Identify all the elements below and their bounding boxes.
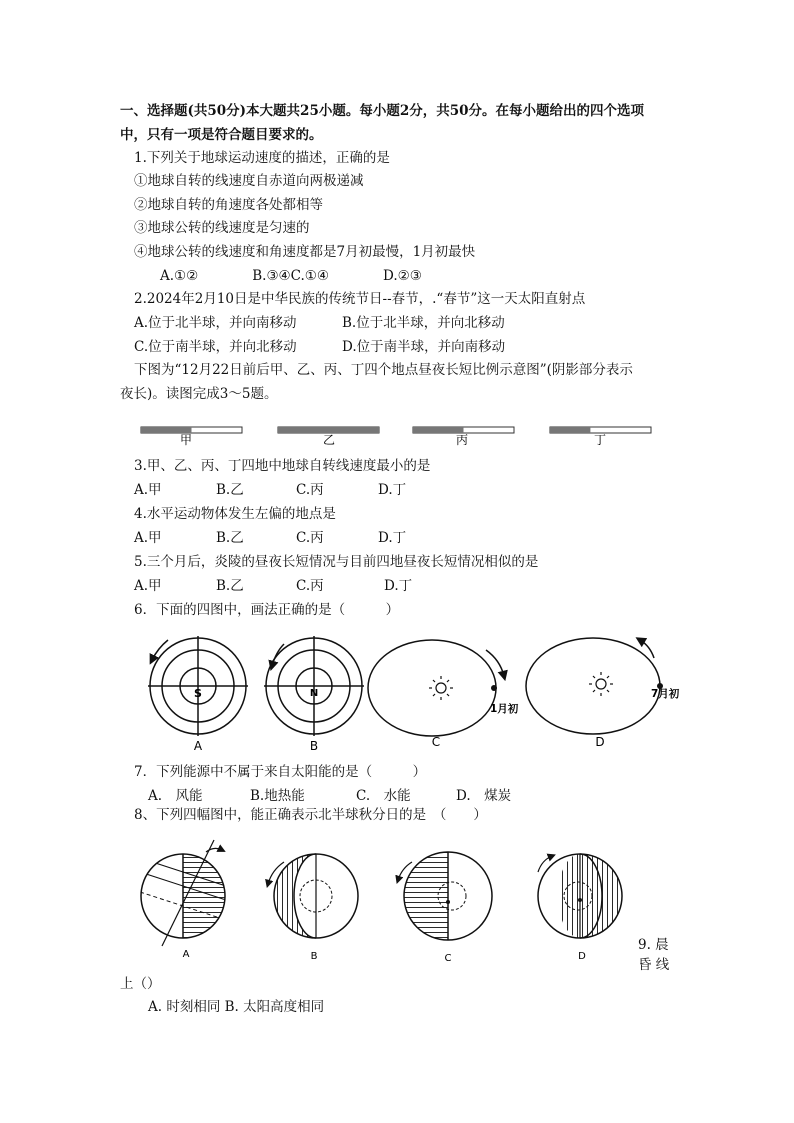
q4-option-d: D.丁 bbox=[378, 530, 407, 546]
intro-line2: 夜长)。读图完成3～5题。 bbox=[120, 386, 278, 402]
q7-option-b: B.地热能 bbox=[250, 788, 305, 804]
q9-options: A. 时刻相同 B. 太阳高度相同 bbox=[148, 999, 325, 1015]
q5-option-a: A.甲 bbox=[134, 578, 162, 594]
q1-stem: 1.下列关于地球运动速度的描述，正确的是 bbox=[134, 150, 390, 166]
q8-figure-d-label: D bbox=[578, 951, 586, 962]
q3-option-d: D.丁 bbox=[378, 482, 407, 498]
section-heading-line2: 中，只有一项是符合题目要求的。 bbox=[120, 127, 323, 143]
q5-option-d: D.丁 bbox=[384, 578, 413, 594]
q6-figure-a-label: A bbox=[193, 739, 203, 753]
q6-figure-c-label: C bbox=[431, 735, 441, 749]
q8-stem: 8、下列四幅图中，能正确表示北半球秋分日的是 （ ） bbox=[134, 807, 487, 823]
q8-figure-c-label: C bbox=[444, 953, 452, 964]
q8-figure-d bbox=[538, 854, 622, 938]
q8-figure-b-label: B bbox=[310, 951, 318, 962]
q5-option-b: B.乙 bbox=[216, 578, 244, 594]
q7-option-d: D. 煤炭 bbox=[456, 788, 512, 804]
q1-statement-3: ③地球公转的线速度是匀速的 bbox=[134, 220, 310, 236]
q6-stem: 6．下面的四图中，画法正确的是（ ） bbox=[134, 602, 400, 618]
q4-option-a: A.甲 bbox=[134, 530, 162, 546]
q7-option-c: C. 水能 bbox=[356, 788, 411, 804]
q2-option-b: B.位于北半球，并向北移动 bbox=[342, 315, 505, 331]
bar-jia-label: 甲 bbox=[179, 433, 193, 447]
q2-option-a: A.位于北半球，并向南移动 bbox=[134, 315, 297, 331]
section-heading-line1: 一、选择题(共50分)本大题共25小题。每小题2分，共50分。在每小题给出的四个选项 bbox=[120, 103, 645, 119]
q9-part1: 9. 晨 bbox=[638, 937, 669, 953]
q2-stem: 2.2024年2月10日是中华民族的传统节日--春节，.“春节”这一天太阳直射点 bbox=[134, 291, 586, 307]
q7-option-a: A. 风能 bbox=[148, 788, 203, 804]
intro-line1: 下图为“12月22日前后甲、乙、丙、丁四个地点昼夜长短比例示意图”(阴影部分表示 bbox=[134, 362, 633, 378]
bar-bing-label: 丙 bbox=[455, 433, 469, 447]
q7-stem: 7．下列能源中不属于来自太阳能的是（ ） bbox=[134, 764, 427, 780]
q3-stem: 3.甲、乙、丙、丁四地中地球自转线速度最小的是 bbox=[134, 458, 431, 474]
q4-option-c: C.丙 bbox=[296, 530, 324, 546]
q8-figure-b bbox=[268, 854, 358, 938]
q1-statement-4: ④地球公转的线速度和角速度都是7月初最慢，1月初最快 bbox=[134, 244, 476, 260]
q6-figure-a-pole: S bbox=[194, 687, 202, 700]
q6-figure-b-label: B bbox=[309, 739, 319, 753]
q6-figure-c-date: 1月初 bbox=[490, 703, 519, 715]
q9-part3: 上（） bbox=[120, 976, 161, 992]
q6-figure-d-date: 7月初 bbox=[651, 688, 680, 700]
q3-option-c: C.丙 bbox=[296, 482, 324, 498]
q8-figure-a-label: A bbox=[182, 949, 190, 960]
q5-option-c: C.丙 bbox=[296, 578, 324, 594]
q6-figure-d-label: D bbox=[595, 735, 605, 749]
q9-part2: 昏 线 bbox=[638, 957, 670, 973]
q8-figure-a bbox=[140, 840, 233, 946]
q3-option-a: A.甲 bbox=[134, 482, 162, 498]
q5-stem: 5.三个月后，炎陵的昼夜长短情况与目前四地昼夜长短情况相似的是 bbox=[134, 554, 539, 570]
bar-ding-label: 丁 bbox=[593, 433, 607, 447]
q4-stem: 4.水平运动物体发生左偏的地点是 bbox=[134, 506, 336, 522]
q1-options: A.①② B.③④C.①④ D.②③ bbox=[160, 268, 422, 284]
bar-yi-label: 乙 bbox=[322, 433, 336, 447]
q8-figure-c bbox=[398, 850, 492, 942]
q4-option-b: B.乙 bbox=[216, 530, 244, 546]
q1-statement-2: ②地球自转的角速度各处都相等 bbox=[134, 197, 323, 213]
q3-option-b: B.乙 bbox=[216, 482, 244, 498]
q6-figure-b-pole: N bbox=[309, 688, 319, 699]
q1-statement-1: ①地球自转的线速度自赤道向两极递减 bbox=[134, 173, 364, 189]
q2-option-d: D.位于南半球，并向南移动 bbox=[342, 339, 506, 355]
q2-option-c: C.位于南半球，并向北移动 bbox=[134, 339, 297, 355]
